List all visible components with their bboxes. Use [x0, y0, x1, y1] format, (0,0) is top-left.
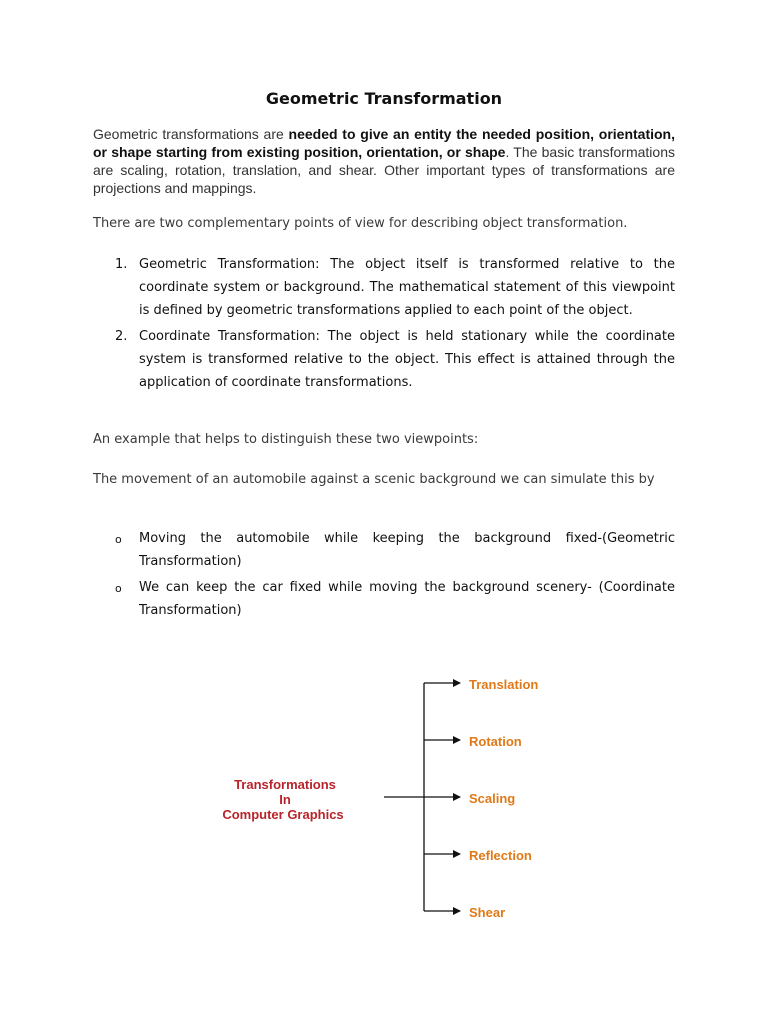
movement-paragraph: The movement of an automobile against a scenic background we can simulate this by: [93, 472, 655, 487]
diagram-center-line-1: Transformations: [234, 777, 336, 792]
branch-shear: Shear: [469, 905, 506, 920]
branch-reflection: Reflection: [469, 848, 532, 863]
list-item-text: Moving the automobile while keeping the background fixed-(Geometric Transformation): [139, 531, 675, 569]
diagram-center-line-3: Computer Graphics: [222, 807, 344, 822]
bullet-marker: o: [115, 533, 122, 546]
list-item-text: Geometric Transformation: The object itself is transformed relative to the coordinate system or background. The mathematical statement of this viewpoint is defined by geometric transformations applied to each point of the object.: [139, 257, 675, 318]
two-views-paragraph: There are two complementary points of view for describing object transformation.: [93, 216, 628, 231]
page-title: Geometric Transformation: [265, 89, 503, 108]
intro-bold: needed to give an entity the needed position, orientation, or shape starting from existing position, orientation, or shape: [93, 126, 676, 160]
intro-lead: Geometric transformations are: [93, 126, 289, 142]
intro-rest: . The basic transformations are scaling, rotation, translation, and shear. Other important types of transformations are projections and mappings.: [93, 144, 675, 196]
branch-rotation: Rotation: [469, 734, 522, 749]
list-number: 1.: [115, 257, 128, 272]
list-number: 2.: [115, 329, 128, 344]
example-intro-paragraph: An example that helps to distinguish these two viewpoints:: [93, 432, 479, 447]
diagram-center-line-2: In: [279, 792, 291, 807]
branch-scaling: Scaling: [469, 791, 516, 806]
bullet-marker: o: [115, 582, 122, 595]
list-item-text: Coordinate Transformation: The object is held stationary while the coordinate system is transformed relative to the object. This effect is attained through the application of coordinate transformations.: [139, 329, 675, 390]
branch-translation: Translation: [469, 677, 539, 692]
list-item-text: We can keep the car fixed while moving the background scenery- (Coordinate Transformation): [139, 580, 675, 618]
